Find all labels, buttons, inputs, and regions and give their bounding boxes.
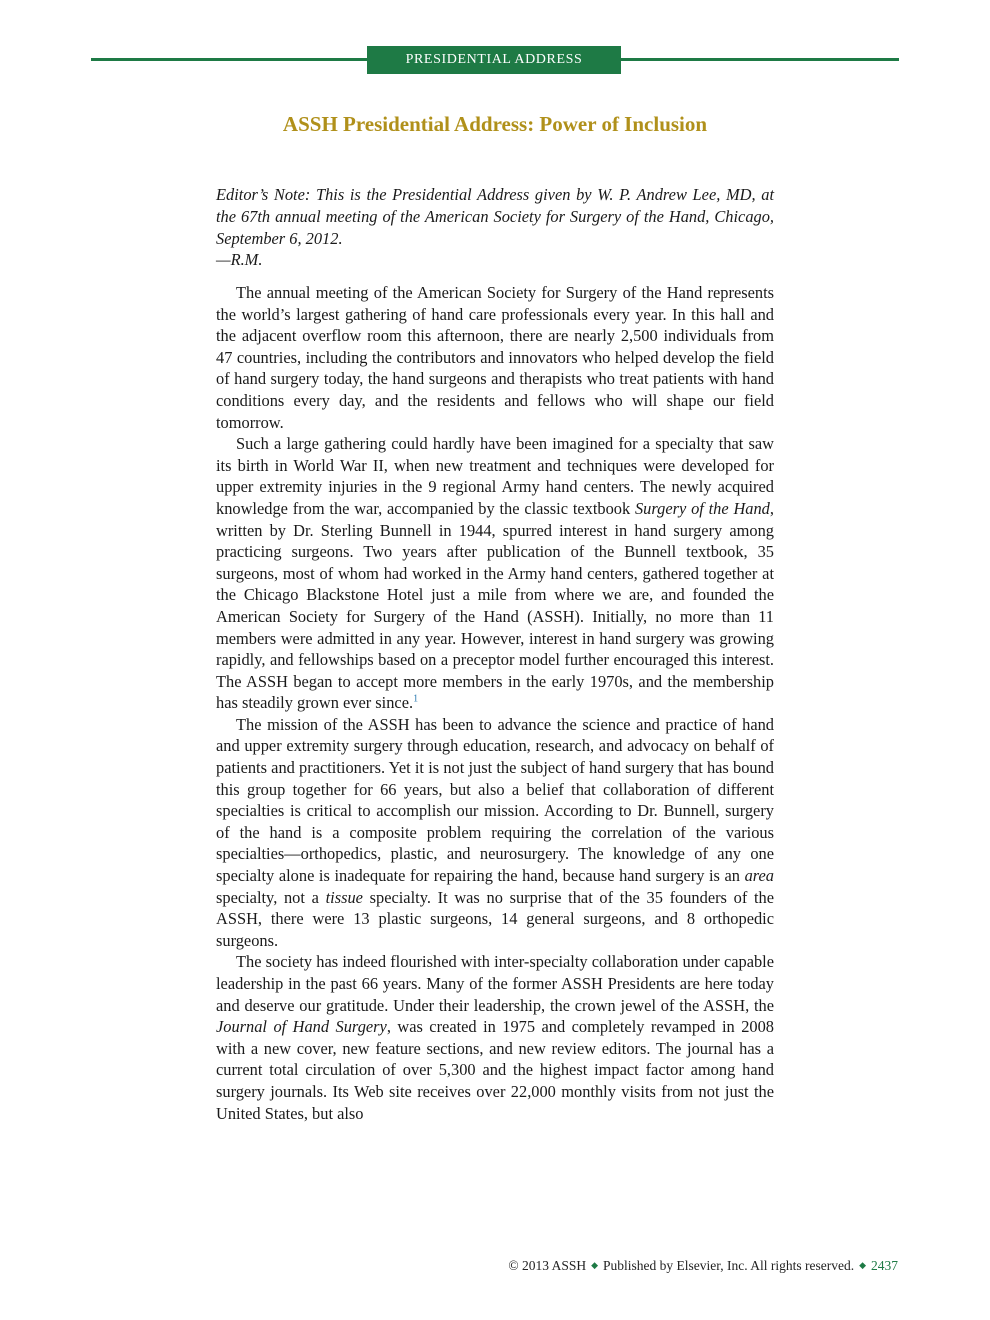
editor-note (216, 184, 774, 271)
journal-title: Journal of Hand Surgery (216, 1017, 387, 1037)
separator-diamond-icon: ◆ (591, 1260, 599, 1270)
page-number: 2437 (871, 1258, 898, 1273)
paragraph: Such a large gathering could hardly have been imagined for a specialty that saw its birth in World War II, when new treatment and techniques were developed for upper extremity injuries in the 9 regional Army hand centers. The newly acquired knowledge from the war, accompanied by the classic textbook Surgery of the Hand, written by Dr. Sterling Bunnell in 1944, spurred interest in hand surgery among practicing surgeons. Two years after publication of the Bunnell textbook, 35 surgeons, most of whom had worked in the Army hand centers, gathered together at the Chicago Blackstone Hotel just a mile from where we are, and founded the American Society for Surgery of the Hand (ASSH). Initially, no more than 11 members were admitted in any year. However, interest in hand surgery was growing rapidly, and fellowships based on a preceptor model further encouraged this interest. The ASSH began to accept more members in the early 1970s, and the membership has steadily grown ever since.$^1$ (216, 434, 774, 713)
paragraph: The annual meeting of the American Society for Surgery of the Hand represents the world’s largest gathering of hand care professionals every year. In this hall and the adjacent overflow room this afternoon, there are nearly 2,500 individuals from 47 countries, including the contributors and innovators who helped develop the field of hand surgery today, the hand surgeons and therapists who treat patients with hand conditions every day, and the residents and fellows who will shape our field tomorrow. (216, 283, 774, 432)
separator-diamond-icon: ◆ (859, 1260, 866, 1270)
editor-signature: —R.M. (216, 250, 263, 270)
emphasis: tissue (325, 887, 363, 907)
copyright: © 2013 ASSH (508, 1258, 587, 1273)
book-title: Surgery of the Hand (634, 498, 770, 518)
article-title: ASSH Presidential Address: Power of Inclusion (282, 112, 708, 136)
reference-link[interactable]: 1 (413, 693, 419, 705)
paragraph: The mission of the ASSH has been to advance the science and practice of hand and upper extremity surgery through education, research, and advocacy on behalf of patients and practitioners. Yet it is not just the subject of hand surgery that has bound this group together for 66 years, but also a belief that collaboration of different specialties is critical to accomplish our mission. According to Dr. Bunnell, surgery of the hand is a composite problem requiring the correlation of the various specialties—orthopedics, plastic, and neurosurgery. The knowledge of any one specialty alone is inadequate for repairing the hand, because hand surgery is an area specialty, not a tissue specialty. It was no surprise that of the 35 founders of the ASSH, there were 13 plastic surgeons, 14 general surgeons, and 8 orthopedic surgeons. (216, 714, 774, 950)
section-label: PRESIDENTIAL ADDRESS (367, 46, 621, 74)
page-footer (508, 1258, 898, 1274)
article-body (216, 282, 774, 1124)
emphasis: area (744, 866, 774, 886)
editor-note-text: Editor’s Note: This is the Presidential Address given by W. P. Andrew Lee, MD, at the 67th annual meeting of the American Society for Surgery of the Hand, Chicago, September 6, 2012. (216, 185, 774, 248)
paragraph: The society has indeed flourished with inter-specialty collaboration under capable leadership in the past 66 years. Many of the former ASSH Presidents are here today and deserve our gratitude. Under their leadership, the crown jewel of the ASSH, the Journal of Hand Surgery, was created in 1975 and completely revamped in 2008 with a new cover, new feature sections, and new review editors. The journal has a current total circulation of over 5,300 and the highest impact factor among hand surgery journals. Its Web site receives over 22,000 monthly visits from not just the United States, but also (216, 952, 774, 1123)
publisher-notice: Published by Elsevier, Inc. All rights reserved. (603, 1258, 855, 1273)
